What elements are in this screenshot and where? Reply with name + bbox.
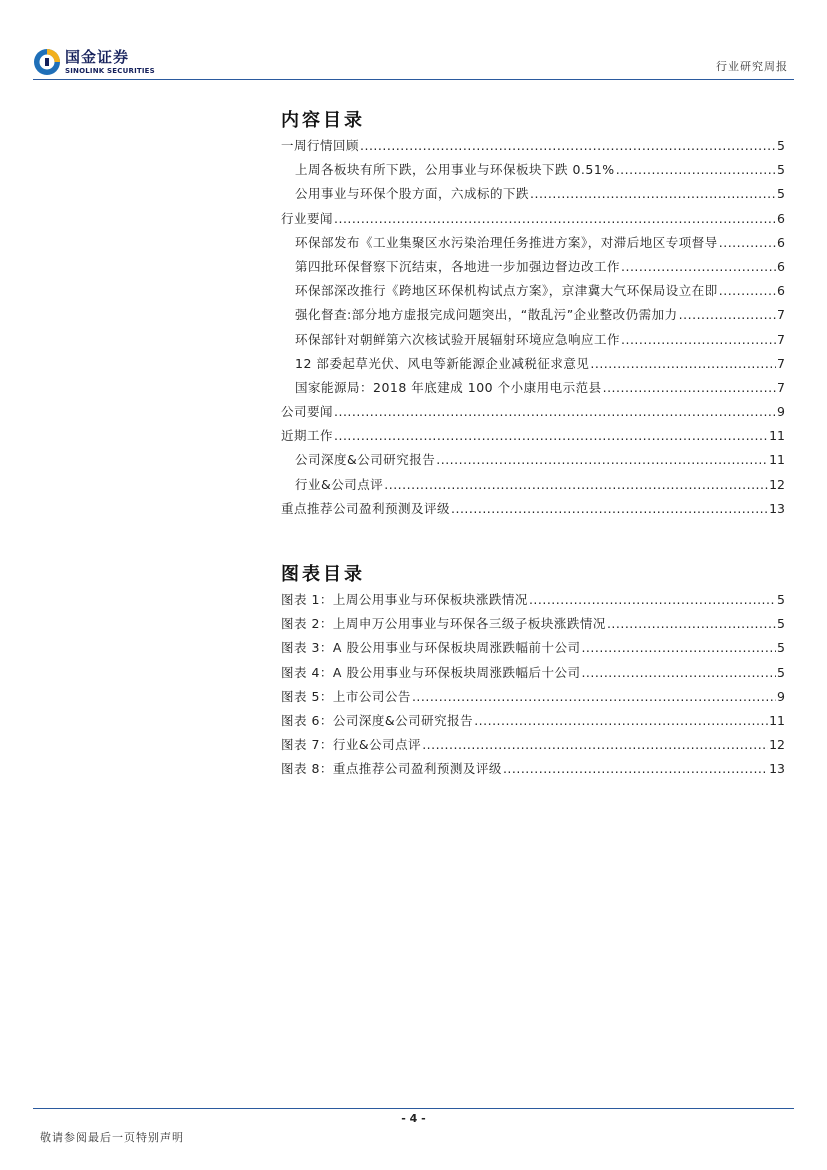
dot-leader: [607, 612, 776, 636]
dot-leader: [719, 231, 776, 255]
toc-entry[interactable]: [281, 473, 785, 497]
toc-entry-text: 环保部深改推行《跨地区环保机构试点方案》，京津冀大气环保局设立在即: [295, 283, 718, 299]
figure-entry-page: 12: [769, 737, 785, 753]
toc-entry-text: 行业&公司点评: [295, 476, 384, 492]
dot-leader: [474, 709, 768, 733]
figure-entry-text: 图表 1：上周公用事业与环保板块涨跌情况: [281, 592, 528, 607]
toc-entry[interactable]: [281, 376, 785, 400]
figures-title: 图表目录: [281, 564, 365, 585]
figure-entry-text: 图表 4：A 股公用事业与环保板块周涨跌幅后十公司: [281, 664, 581, 680]
dot-leader: [334, 400, 776, 424]
dot-leader: [679, 303, 776, 327]
figure-entry-text: 图表 5：上市公司公告: [281, 688, 411, 704]
logo-chinese-name: 国金证券: [65, 47, 130, 66]
toc-entry[interactable]: [281, 182, 785, 206]
toc-entry-text: 重点推荐公司盈利预测及评级: [281, 500, 451, 516]
figure-entry[interactable]: [281, 661, 785, 685]
figures-section: [281, 560, 785, 782]
figure-entry-text: 图表 3：A 股公用事业与环保板块周涨跌幅前十公司: [281, 640, 581, 656]
toc-entry-page: 5: [777, 186, 785, 202]
dot-leader: [384, 473, 768, 497]
figure-entry-text: 图表 6：公司深度&公司研究报告: [281, 712, 474, 728]
dot-leader: [529, 588, 776, 612]
toc-entry-text: 第四批环保督察下沉结束，各地进一步加强边督边改工作: [295, 258, 621, 274]
figure-entry-page: 5: [777, 592, 785, 607]
dot-leader: [530, 182, 776, 206]
dot-leader: [581, 636, 776, 660]
toc-entry-text: 12 部委起草光伏、风电等新能源企业减税征求意见: [295, 355, 590, 371]
header-divider: [33, 79, 794, 80]
toc-entry[interactable]: [281, 303, 785, 327]
figure-entry[interactable]: [281, 636, 785, 660]
figure-entry-page: 9: [777, 688, 785, 704]
dot-leader: [603, 376, 776, 400]
toc-entry-page: 7: [777, 331, 785, 347]
toc-entry-text: 公用事业与环保个股方面，六成标的下跌: [295, 186, 530, 202]
toc-entry[interactable]: [281, 231, 785, 255]
figure-entry[interactable]: [281, 733, 785, 757]
dot-leader: [590, 352, 776, 376]
toc-entry-page: 6: [777, 283, 785, 299]
dot-leader: [503, 757, 768, 781]
toc-entry[interactable]: [281, 400, 785, 424]
dot-leader: [334, 207, 776, 231]
toc-entry-text: 环保部针对朝鲜第六次核试验开展辐射环境应急响应工作: [295, 331, 621, 347]
toc-entry-page: 7: [777, 307, 785, 323]
toc-entry[interactable]: [281, 497, 785, 521]
dot-leader: [719, 279, 776, 303]
dot-leader: [621, 255, 776, 279]
dot-leader: [616, 158, 776, 182]
dot-leader: [422, 733, 768, 757]
dot-leader: [360, 134, 776, 158]
toc-entry-page: 5: [777, 138, 785, 153]
toc-entry[interactable]: [281, 352, 785, 376]
toc-entry-page: 7: [777, 355, 785, 371]
footer-divider: [33, 1108, 794, 1109]
toc-entry-text: 上周各板块有所下跌，公用事业与环保板块下跌 0.51%: [295, 162, 615, 178]
toc-entry[interactable]: [281, 255, 785, 279]
toc-entry[interactable]: [281, 207, 785, 231]
page-header: [33, 44, 794, 80]
toc-entry[interactable]: [281, 279, 785, 303]
disclaimer-note: 敬请参阅最后一页特别声明: [40, 1131, 184, 1144]
toc-entry-text: 行业要闻: [281, 210, 334, 226]
toc-entry-text: 近期工作: [281, 428, 334, 444]
dot-leader: [581, 661, 776, 685]
figure-entry-page: 5: [777, 616, 785, 632]
dot-leader: [334, 424, 768, 448]
toc-entry-page: 11: [769, 428, 785, 444]
toc-entry-page: 12: [769, 476, 785, 492]
toc-entry-page: 7: [777, 379, 785, 395]
toc-entry[interactable]: [281, 448, 785, 472]
dot-leader: [436, 448, 768, 472]
figure-entry-text: 图表 2：上周申万公用事业与环保各三级子板块涨跌情况: [281, 616, 606, 632]
toc-entry-page: 9: [777, 404, 785, 420]
figure-entry[interactable]: [281, 709, 785, 733]
figure-entry-page: 5: [777, 640, 785, 656]
figure-entry-page: 13: [769, 761, 785, 777]
contents-list: [281, 134, 785, 521]
dot-leader: [621, 328, 776, 352]
toc-entry-page: 5: [777, 162, 785, 178]
toc-entry-text: 公司要闻: [281, 404, 334, 420]
toc-entry-text: 一周行情回顾: [281, 138, 360, 153]
logo-english-name: SINOLINK SECURITIES: [65, 66, 155, 75]
figures-list: [281, 588, 785, 782]
sinolink-logo-icon: [33, 48, 61, 76]
toc-entry[interactable]: [281, 328, 785, 352]
figure-entry[interactable]: [281, 685, 785, 709]
toc-entry-page: 6: [777, 234, 785, 250]
figure-entry[interactable]: [281, 757, 785, 781]
figure-entry-text: 图表 7：行业&公司点评: [281, 737, 422, 753]
toc-entry-page: 13: [769, 500, 785, 516]
toc-entry-page: 6: [777, 258, 785, 274]
toc-entry[interactable]: [281, 158, 785, 182]
dot-leader: [412, 685, 776, 709]
contents-section: [281, 106, 785, 521]
toc-entry-text: 国家能源局：2018 年底建成 100 个小康用电示范县: [295, 379, 602, 395]
dot-leader: [451, 497, 768, 521]
figure-entry[interactable]: [281, 588, 785, 612]
toc-entry-text: 环保部发布《工业集聚区水污染治理任务推进方案》，对滞后地区专项督导: [295, 234, 718, 250]
toc-entry[interactable]: [281, 424, 785, 448]
report-type: 行业研究周报: [716, 60, 788, 73]
figure-entry-page: 11: [769, 712, 785, 728]
toc-entry-page: 6: [777, 210, 785, 226]
figure-entry-text: 图表 8：重点推荐公司盈利预测及评级: [281, 761, 502, 777]
company-logo: [33, 44, 155, 80]
toc-entry-page: 11: [769, 452, 785, 468]
figure-entry[interactable]: [281, 612, 785, 636]
toc-entry-text: 强化督查:部分地方虚报完成问题突出，“散乱污”企业整改仍需加力: [295, 307, 678, 323]
toc-entry-text: 公司深度&公司研究报告: [295, 452, 436, 468]
toc-entry[interactable]: [281, 134, 785, 158]
contents-title: 内容目录: [281, 110, 365, 131]
figure-entry-page: 5: [777, 664, 785, 680]
page-number: - 4 -: [401, 1112, 426, 1125]
